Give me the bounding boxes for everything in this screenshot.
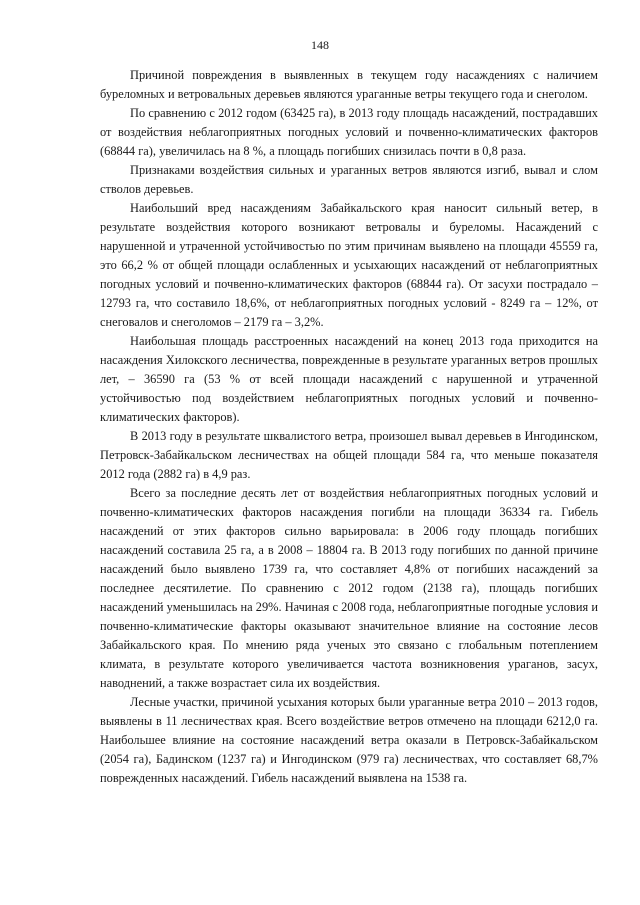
paragraph-7: Всего за последние десять лет от воздействия неблагоприятных погодных условий и почвенно-климатических факторов насаждения погибли на площади 36334 га. Гибель насаждений от этих факторов сильно варьировала: в 2006 году площадь погибших насаждений составила 25 га, а в 2008 – 18804 га. В 2013 году погибших по данной причине насаждений было выявлено 1739 га, что составляет 4,8% от погибших насаждений за последнее десятилетие. По сравнению с 2012 годом (2138 га), площадь погибших насаждений уменьшилась на 29%. Начиная с 2008 года, неблагоприятные погодные условия и почвенно-климатические факторы оказывают значительное влияние на состояние лесов Забайкальского края. По мнению ряда ученых это связано с глобальным потеплением климата, в результате которого увеличивается частота возникновения ураганов, засух, наводнений, а также возрастает сила их воздействия. [100,486,598,690]
paragraph-4: Наибольший вред насаждениям Забайкальского края наносит сильный ветер, в результате воздействия которого возникают ветровалы и буреломы. Насаждений с нарушенной и утраченной устойчивостью по этим причинам выявлено на площади 45559 га, это 66,2 % от общей площади ослабленных и усыхающих насаждений от неблагоприятных погодных условий и почвенно-климатических факторов (68844 га). От засухи пострадало – 12793 га, что составило 18,6%, от неблагоприятных погодных условий - 8249 га – 12%, от снеговалов и снеголомов – 2179 га – 3,2%. [100,201,598,329]
paragraph-6: В 2013 году в результате шквалистого ветра, произошел вывал деревьев в Ингодинском, Петровск-Забайкальском лесничествах на общей площади 584 га, что меньше показателя 2012 года (2882 га) в 4,9 раз. [100,429,598,481]
paragraph-8: Лесные участки, причиной усыхания которых были ураганные ветра 2010 – 2013 годов, выявлены в 11 лесничествах края. Всего воздействие ветров отмечено на площади 6212,0 га. Наибольшее влияние на состояние насаждений ветра оказали в Петровск-Забайкальском (2054 га), Бадинском (1237 га) и Ингодинском (979 га) лесничествах, что составляет 68,7% поврежденных насаждений. Гибель насаждений выявлена на 1538 га. [100,695,598,785]
paragraph-3: Признаками воздействия сильных и ураганных ветров являются изгиб, вывал и слом стволов деревьев. [100,163,598,196]
paragraph-1: Причиной повреждения в выявленных в текущем году насаждениях с наличием буреломных и ветровальных деревьев являются ураганные ветры текущего года и снеголом. [100,68,598,101]
document-body [100,66,598,788]
paragraph-5: Наибольшая площадь расстроенных насаждений на конец 2013 года приходится на насаждения Хилокского лесничества, поврежденные в результате ураганных ветров прошлых лет, – 36590 га (53 % от всей площади насаждений с нарушенной и утраченной устойчивостью под воздействием неблагоприятных погодных условий и почвенно-климатических факторов). [100,334,598,424]
paragraph-2: По сравнению с 2012 годом (63425 га), в 2013 году площадь насаждений, пострадавших от воздействия неблагоприятных погодных условий и почвенно-климатических факторов (68844 га), увеличилась на 8 %, а площадь погибших снизилась почти в 0,8 раза. [100,106,598,158]
page-number: 148 [311,38,329,52]
